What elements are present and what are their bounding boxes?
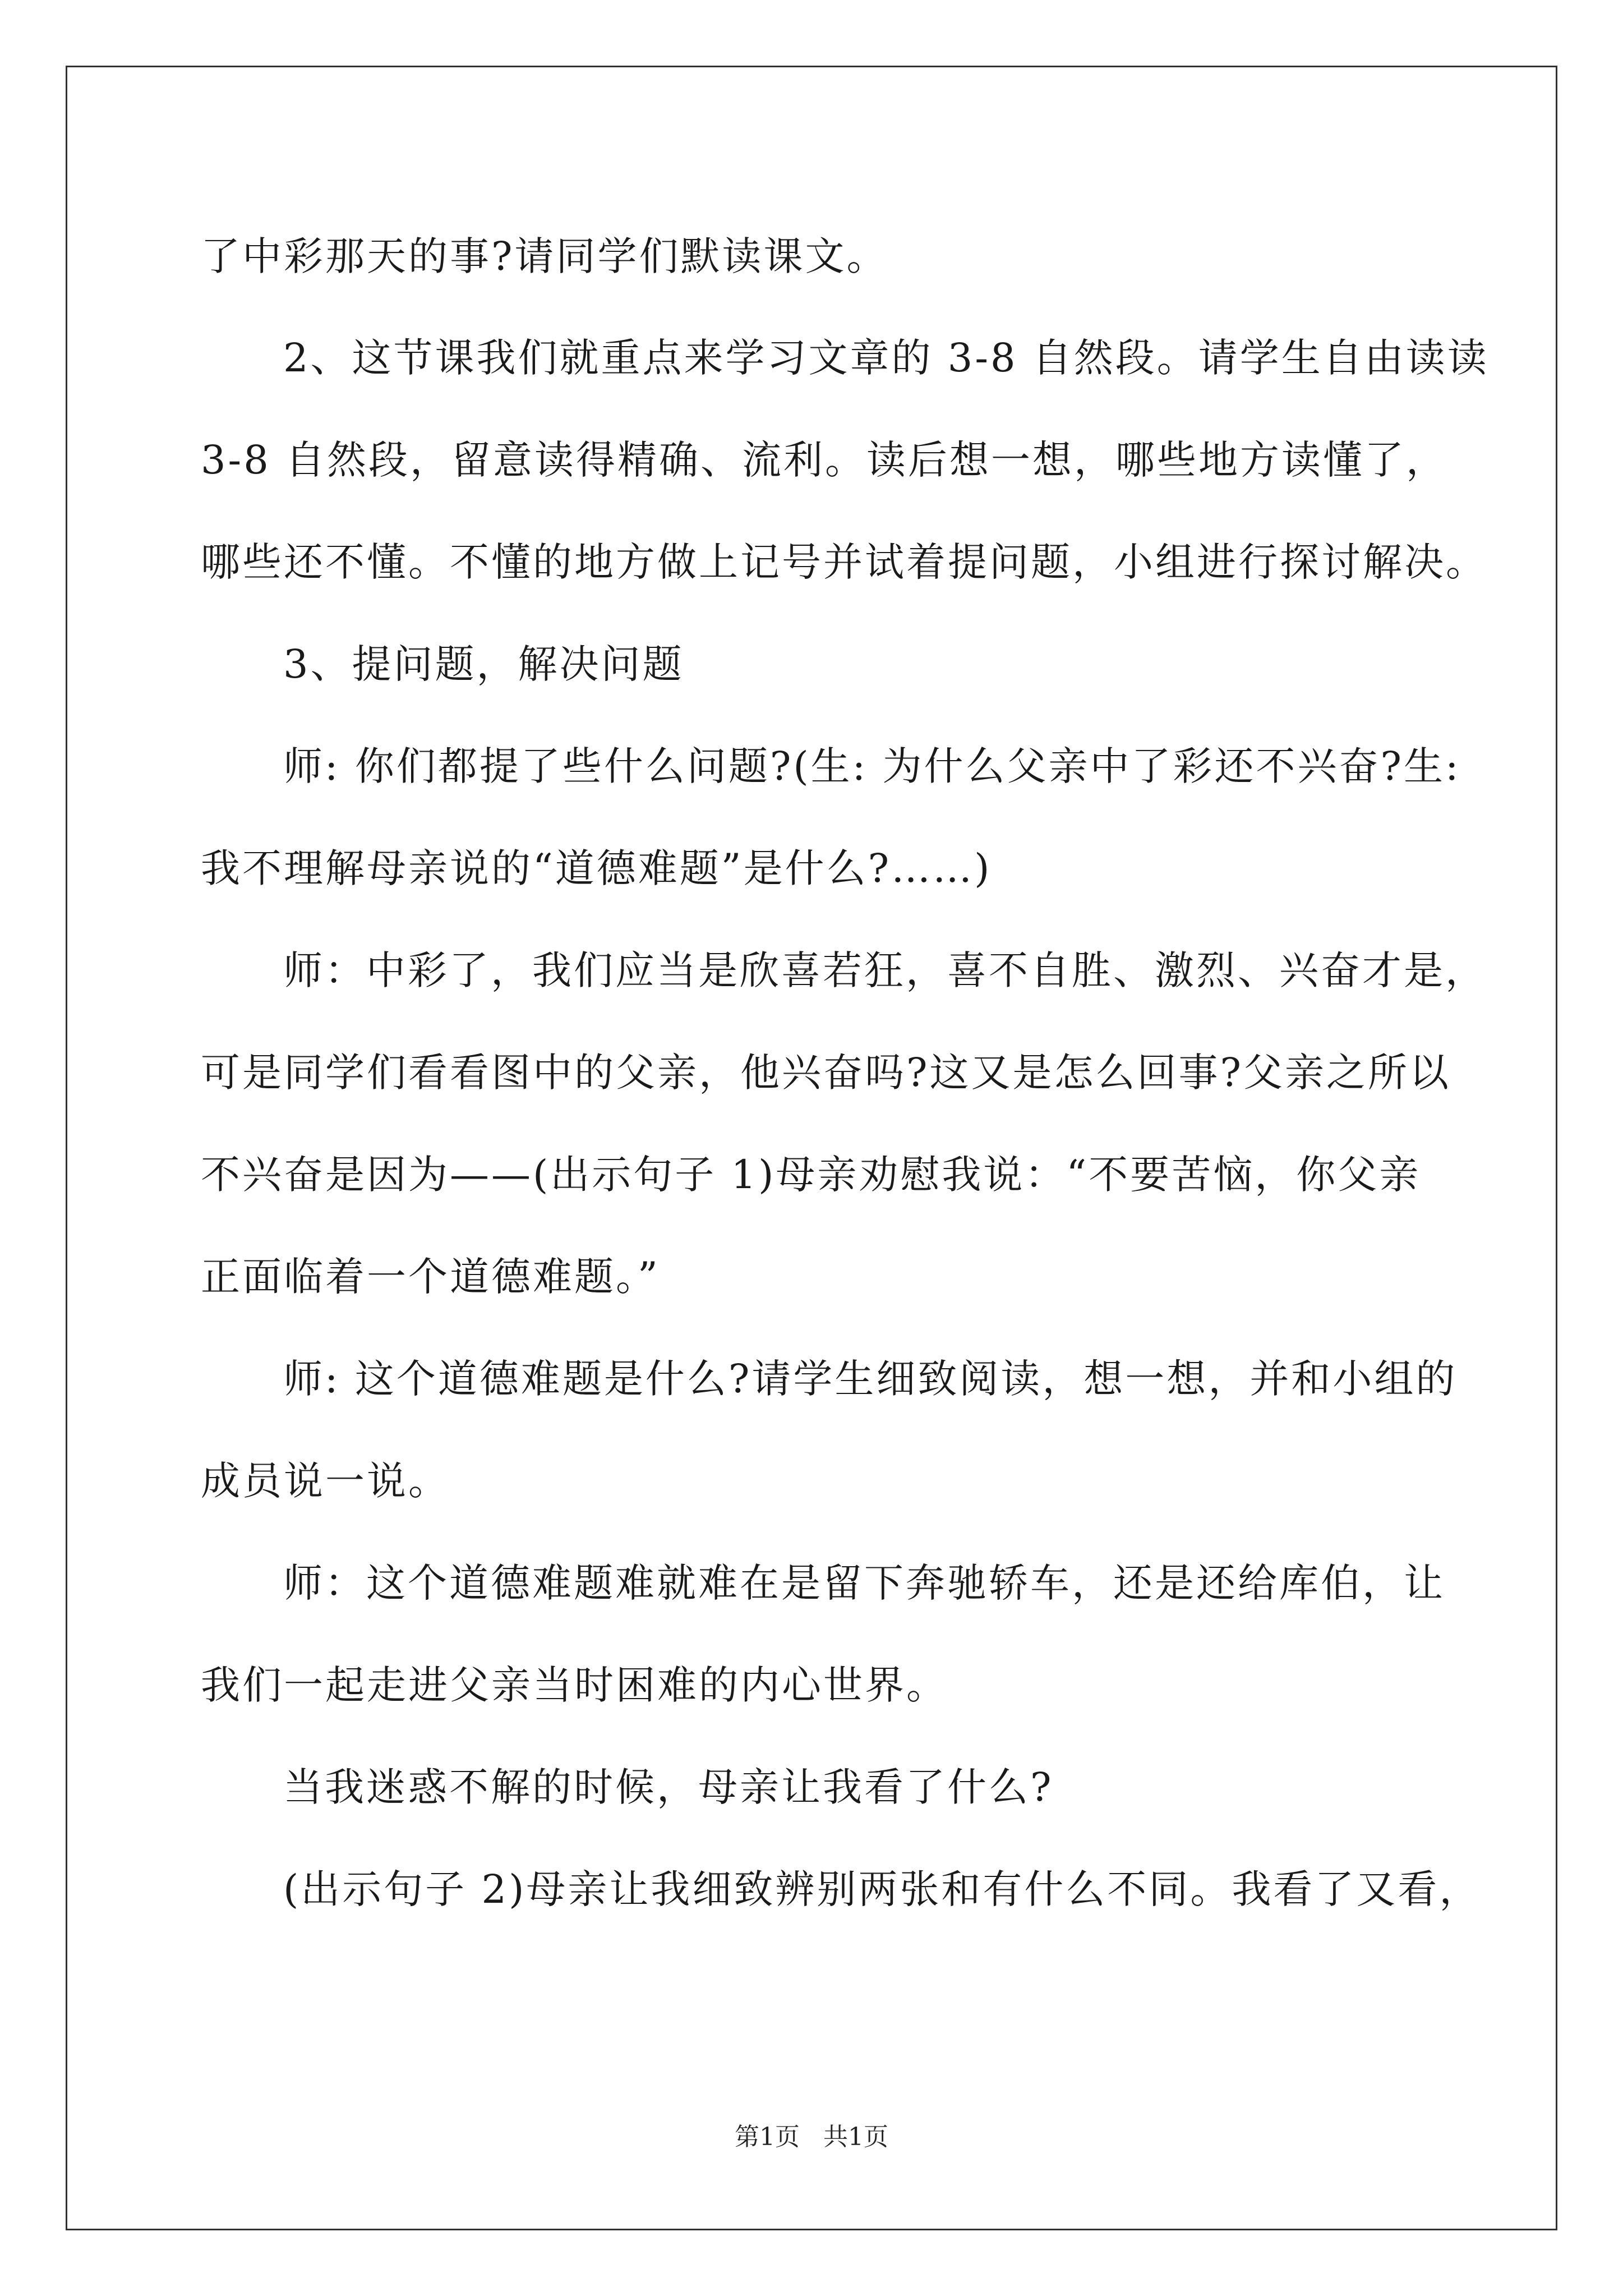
text-line: 我不理解母亲说的“道德难题”是什么?……): [201, 845, 992, 891]
text-line: 师：中彩了，我们应当是欣喜若狂，喜不自胜、激烈、兴奋才是，: [283, 947, 1487, 993]
page-number-total: 共1页: [823, 2123, 888, 2151]
page-footer: [0, 2120, 1623, 2154]
text-line: 师: 你们都提了些什么问题?(生: 为什么父亲中了彩还不兴奋?生:: [283, 743, 1461, 789]
text-line: 了中彩那天的事?请同学们默读课文。: [201, 233, 888, 279]
text-line: 3、提问题，解决问题: [283, 641, 684, 687]
text-line: 可是同学们看看图中的父亲，他兴奋吗?这又是怎么回事?父亲之所以: [201, 1050, 1451, 1096]
text-line: 3-8 自然段，留意读得精确、流利。读后想一想，哪些地方读懂了，: [201, 437, 1447, 483]
page-number-current: 第1页: [735, 2123, 800, 2151]
text-line: (出示句子 2)母亲让我细致辨别两张和有什么不同。我看了又看，: [283, 1866, 1481, 1912]
text-line: 2、这节课我们就重点来学习文章的 3-8 自然段。请学生自由读读: [283, 335, 1489, 381]
text-line: 师: 这个道德难题是什么?请学生细致阅读，想一想，并和小组的: [283, 1356, 1458, 1402]
text-line: 正面临着一个道德难题。”: [201, 1254, 660, 1300]
text-line: 当我迷惑不解的时候，母亲让我看了什么?: [283, 1764, 1054, 1810]
text-line: 不兴奋是因为——(出示句子 1)母亲劝慰我说：“不要苦恼，你父亲: [201, 1152, 1421, 1198]
text-line: 哪些还不懂。不懂的地方做上记号并试着提问题，小组进行探讨解决。: [201, 539, 1487, 585]
text-line: 师：这个道德难题难就难在是留下奔驰轿车，还是还给库伯，让: [283, 1560, 1445, 1606]
text-line: 成员说一说。: [201, 1458, 450, 1504]
text-line: 我们一起走进父亲当时困难的内心世界。: [201, 1662, 948, 1708]
